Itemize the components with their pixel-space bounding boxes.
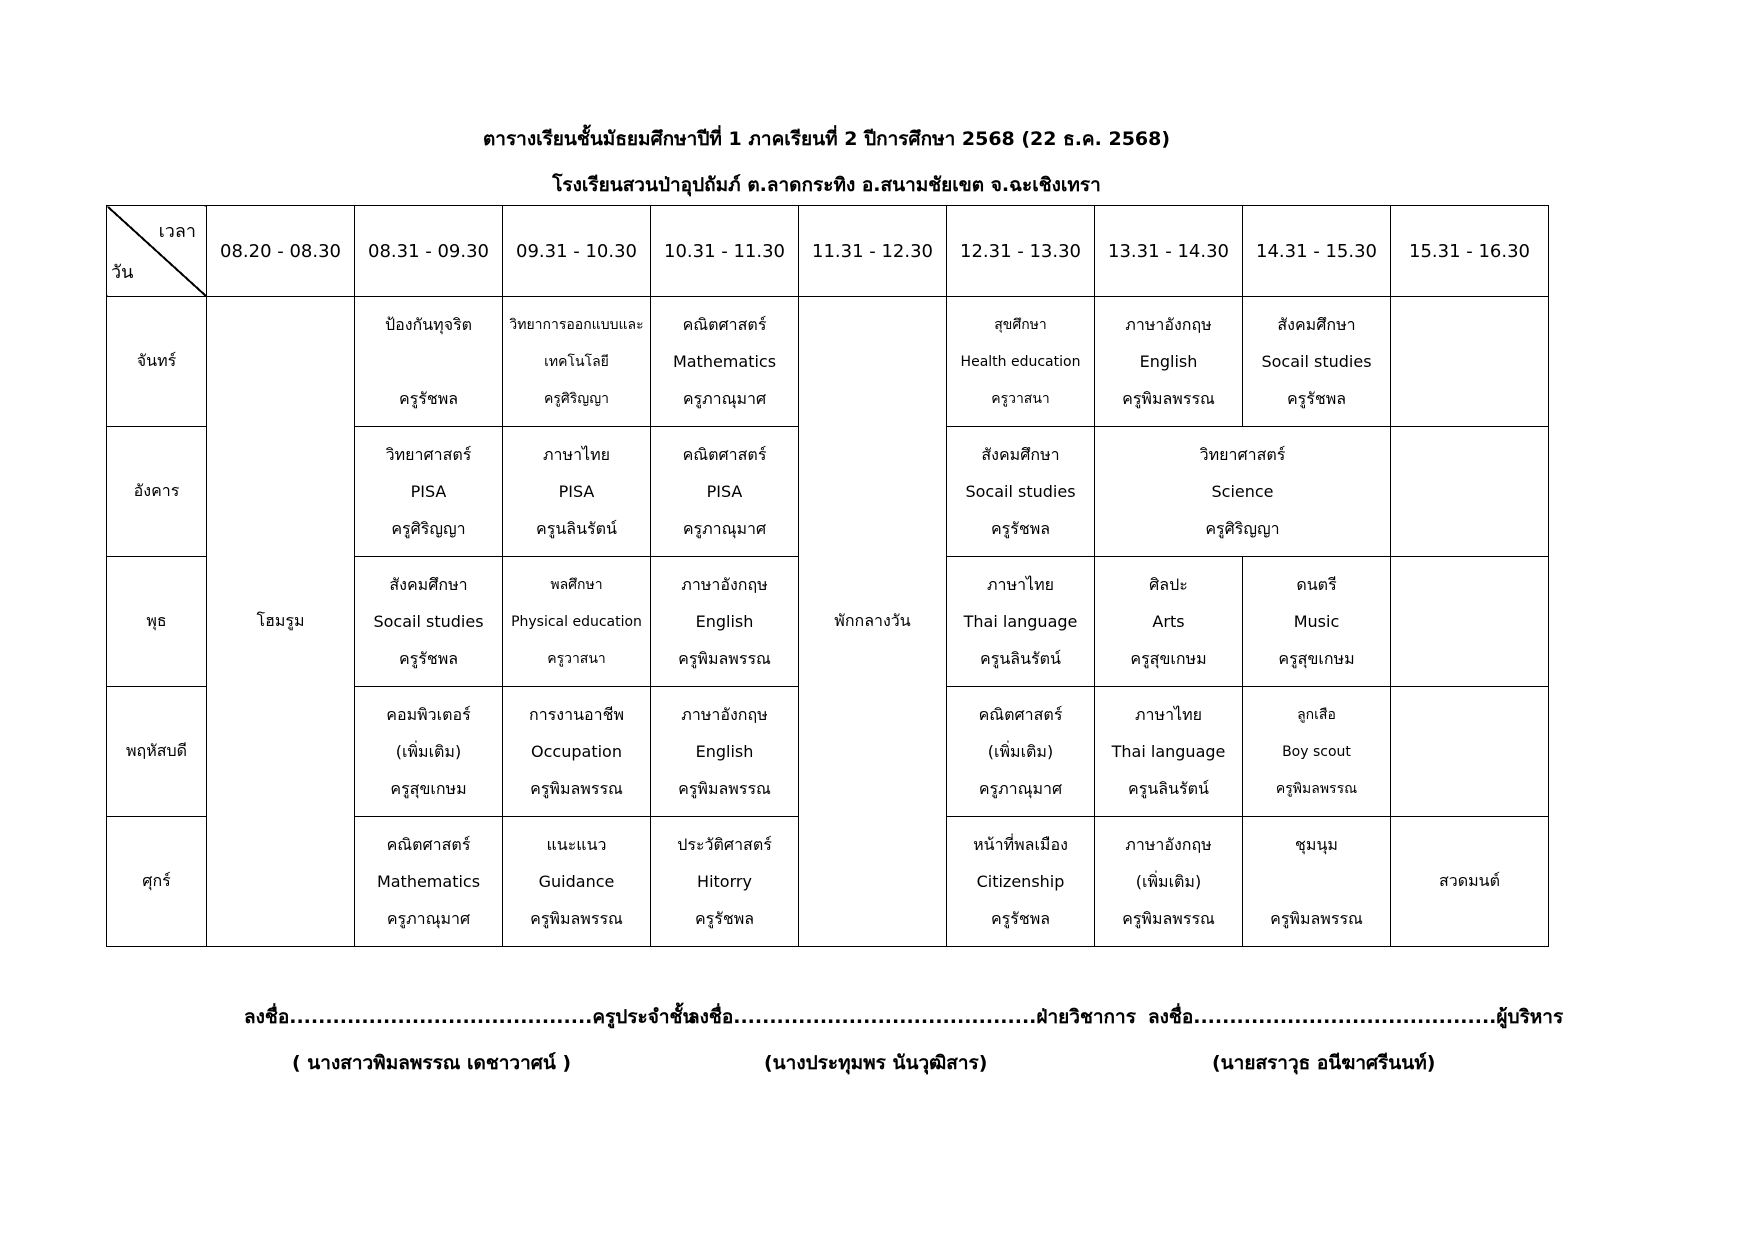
- subject-detail: Citizenship: [976, 871, 1065, 891]
- subject-detail: Science: [1211, 481, 1274, 501]
- subject-detail: Mathematics: [376, 871, 481, 891]
- last-period-cell: [1391, 557, 1549, 687]
- signer-name-director: (นายสราวุธ อนีฆาศรีนนท์): [1212, 1052, 1436, 1074]
- day-label: ศุกร์: [107, 817, 207, 947]
- subject-detail: (เพิ่มเติม): [1135, 871, 1202, 891]
- corner-time-label: เวลา: [158, 221, 196, 242]
- teacher-name: ครูสุขเกษม: [1278, 648, 1355, 668]
- teacher-name: ครูพิมลพรรณ: [530, 908, 623, 928]
- class-cell: [947, 427, 1095, 557]
- class-cell: [651, 297, 799, 427]
- time-header: 09.31 - 10.30: [503, 206, 651, 297]
- teacher-name: ครูรัชพล: [990, 518, 1051, 538]
- subject-detail: Thai language: [1111, 741, 1226, 761]
- teacher-name: ครูพิมลพรรณ: [1122, 908, 1215, 928]
- subject-name: ประวัติศาสตร์: [677, 834, 772, 854]
- class-cell: [1095, 557, 1243, 687]
- teacher-name: ครูพิมลพรรณ: [1275, 780, 1358, 797]
- subject-name: สังคมศึกษา: [981, 444, 1060, 464]
- subject-name: ดนตรี: [1296, 574, 1337, 594]
- subject-name: คณิตศาสตร์: [386, 834, 471, 854]
- class-cell: [947, 817, 1095, 947]
- subject-detail: English: [695, 611, 754, 631]
- subject-name: สังคมศึกษา: [1277, 314, 1356, 334]
- teacher-name: ครูพิมลพรรณ: [678, 778, 771, 798]
- teacher-name: ครูนลินรัตน์: [1128, 778, 1209, 798]
- teacher-name: ครูภาณุมาศ: [682, 518, 767, 538]
- class-cell: [503, 557, 651, 687]
- class-cell: [355, 297, 503, 427]
- subject-name: พลศึกษา: [550, 576, 603, 593]
- teacher-name: ครูสุขเกษม: [1130, 648, 1207, 668]
- teacher-name: ครูพิมลพรรณ: [1270, 908, 1363, 928]
- subject-detail: Physical education: [511, 613, 642, 630]
- class-cell: [1095, 817, 1243, 947]
- signer-name-homeroom-teacher: ( นางสาวพิมลพรรณ เดชาวาศน์ ): [292, 1052, 572, 1074]
- class-cell: [1243, 687, 1391, 817]
- subject-detail: Mathematics: [672, 351, 777, 371]
- subject-name: ภาษาไทย: [542, 444, 611, 464]
- time-header: 10.31 - 11.30: [651, 206, 799, 297]
- header-row: [107, 206, 1549, 297]
- class-cell: [355, 817, 503, 947]
- teacher-name: ครูรัชพล: [398, 648, 459, 668]
- subject-detail: (เพิ่มเติม): [395, 741, 462, 761]
- class-cell: [503, 687, 651, 817]
- subject-detail: PISA: [410, 481, 447, 501]
- class-cell: [947, 687, 1095, 817]
- subject-detail: Socail studies: [965, 481, 1076, 501]
- subject-detail: Music: [1293, 611, 1340, 631]
- class-cell: [355, 557, 503, 687]
- class-cell: [503, 427, 651, 557]
- teacher-name: ครูรัชพล: [398, 388, 459, 408]
- subject-name: คณิตศาสตร์: [978, 704, 1063, 724]
- subject-name: ภาษาอังกฤษ: [1125, 834, 1212, 854]
- class-cell: [355, 427, 503, 557]
- teacher-name: ครูวาสนา: [991, 390, 1050, 407]
- signer-name-academic: (นางประทุมพร นันวุฒิสาร): [764, 1052, 988, 1074]
- class-cell: [947, 297, 1095, 427]
- subject-name: ภาษาอังกฤษ: [681, 704, 768, 724]
- subject-detail: (เพิ่มเติม): [987, 741, 1054, 761]
- subject-name: หน้าที่พลเมือง: [973, 834, 1068, 854]
- school-name: โรงเรียนสวนป่าอุปถัมภ์ ต.ลาดกระทิง อ.สนามชัยเขต จ.ฉะเชิงเทรา: [552, 174, 1101, 196]
- subject-name: สุขศึกษา: [994, 316, 1047, 333]
- time-header: 12.31 - 13.30: [947, 206, 1095, 297]
- time-header: 11.31 - 12.30: [799, 206, 947, 297]
- page-title: ตารางเรียนชั้นมัธยมศึกษาปีที่ 1 ภาคเรียนที่ 2 ปีการศึกษา 2568 (22 ธ.ค. 2568): [482, 128, 1171, 150]
- class-cell: [1095, 297, 1243, 427]
- subject-detail: เทคโนโลยี: [544, 353, 609, 370]
- subject-name: ภาษาอังกฤษ: [681, 574, 768, 594]
- teacher-name: ครูรัชพล: [1286, 388, 1347, 408]
- subject-detail: Socail studies: [1261, 351, 1372, 371]
- teacher-name: ครูรัชพล: [694, 908, 755, 928]
- subject-detail: Occupation: [531, 741, 622, 761]
- subject-name: ป้องกันทุจริต: [384, 314, 473, 334]
- subject-name: คณิตศาสตร์: [682, 444, 767, 464]
- day-label: จันทร์: [107, 297, 207, 427]
- signature-line-director: ลงชื่อ..........................................ผู้บริหาร: [1148, 1006, 1564, 1028]
- time-header: 13.31 - 14.30: [1095, 206, 1243, 297]
- subject-name: การงานอาชีพ: [529, 704, 624, 724]
- day-label: อังคาร: [107, 427, 207, 557]
- subject-name: วิทยาการออกแบบและ: [509, 316, 644, 333]
- class-cell: [651, 427, 799, 557]
- last-period-cell: [1391, 297, 1549, 427]
- class-cell: [503, 817, 651, 947]
- subject-name: สังคมศึกษา: [389, 574, 468, 594]
- day-label: พุธ: [107, 557, 207, 687]
- class-cell: [1095, 687, 1243, 817]
- signature-line-academic: ลงชื่อ..........................................ฝ่ายวิชาการ: [688, 1006, 1136, 1028]
- last-period-cell: [1391, 687, 1549, 817]
- time-header: 14.31 - 15.30: [1243, 206, 1391, 297]
- subject-name: ลูกเสือ: [1297, 706, 1336, 723]
- subject-detail: Thai language: [963, 611, 1078, 631]
- teacher-name: ครูศิริญญา: [543, 390, 609, 407]
- day-row-monday: [107, 297, 1549, 427]
- class-cell: [1243, 817, 1391, 947]
- teacher-name: ครูศิริญญา: [1205, 518, 1280, 538]
- teacher-name: ครูนลินรัตน์: [536, 518, 617, 538]
- subject-name: วิทยาศาสตร์: [385, 444, 472, 464]
- timetable: [106, 205, 1549, 947]
- teacher-name: ครูพิมลพรรณ: [678, 648, 771, 668]
- prayer-cell: สวดมนต์: [1391, 817, 1549, 947]
- time-header: 08.20 - 08.30: [207, 206, 355, 297]
- subject-detail: English: [1139, 351, 1198, 371]
- subject-detail: Guidance: [538, 871, 615, 891]
- subject-detail: Health education: [960, 353, 1081, 370]
- class-cell-double: [1095, 427, 1391, 557]
- subject-detail: Socail studies: [373, 611, 484, 631]
- subject-detail: PISA: [558, 481, 595, 501]
- teacher-name: ครูภาณุมาศ: [682, 388, 767, 408]
- teacher-name: ครูรัชพล: [990, 908, 1051, 928]
- subject-name: คณิตศาสตร์: [682, 314, 767, 334]
- teacher-name: ครูนลินรัตน์: [980, 648, 1061, 668]
- subject-name: ศิลปะ: [1149, 574, 1188, 594]
- homeroom-cell: โฮมรูม: [207, 297, 355, 947]
- subject-name: ภาษาอังกฤษ: [1125, 314, 1212, 334]
- class-cell: [651, 817, 799, 947]
- last-period-cell: [1391, 427, 1549, 557]
- subject-detail: Boy scout: [1282, 743, 1351, 760]
- signature-line-homeroom-teacher: ลงชื่อ..........................................ครูประจำชั้น: [244, 1006, 696, 1028]
- class-cell: [503, 297, 651, 427]
- subject-detail: Arts: [1152, 611, 1185, 631]
- subject-name: ชุมนุม: [1295, 834, 1338, 854]
- subject-detail: PISA: [706, 481, 743, 501]
- day-label: พฤหัสบดี: [107, 687, 207, 817]
- subject-name: วิทยาศาสตร์: [1199, 444, 1286, 464]
- class-cell: [651, 687, 799, 817]
- subject-name: ภาษาไทย: [986, 574, 1055, 594]
- class-cell: [355, 687, 503, 817]
- class-cell: [651, 557, 799, 687]
- lunch-break-cell: พักกลางวัน: [799, 297, 947, 947]
- time-header: 15.31 - 16.30: [1391, 206, 1549, 297]
- subject-detail: Hitorry: [697, 871, 752, 891]
- teacher-name: ครูภาณุมาศ: [978, 778, 1063, 798]
- time-header: 08.31 - 09.30: [355, 206, 503, 297]
- subject-name: คอมพิวเตอร์: [386, 704, 471, 724]
- subject-name: ภาษาไทย: [1134, 704, 1203, 724]
- corner-day-label: วัน: [111, 262, 134, 283]
- teacher-name: ครูพิมลพรรณ: [530, 778, 623, 798]
- class-cell: [947, 557, 1095, 687]
- teacher-name: ครูวาสนา: [547, 650, 606, 667]
- class-cell: [1243, 557, 1391, 687]
- teacher-name: ครูพิมลพรรณ: [1122, 388, 1215, 408]
- subject-name: แนะแนว: [546, 834, 607, 854]
- class-cell: [1243, 297, 1391, 427]
- corner-cell: [107, 206, 207, 297]
- teacher-name: ครูศิริญญา: [391, 518, 466, 538]
- subject-detail: English: [695, 741, 754, 761]
- teacher-name: ครูภาณุมาศ: [386, 908, 471, 928]
- teacher-name: ครูสุขเกษม: [390, 778, 467, 798]
